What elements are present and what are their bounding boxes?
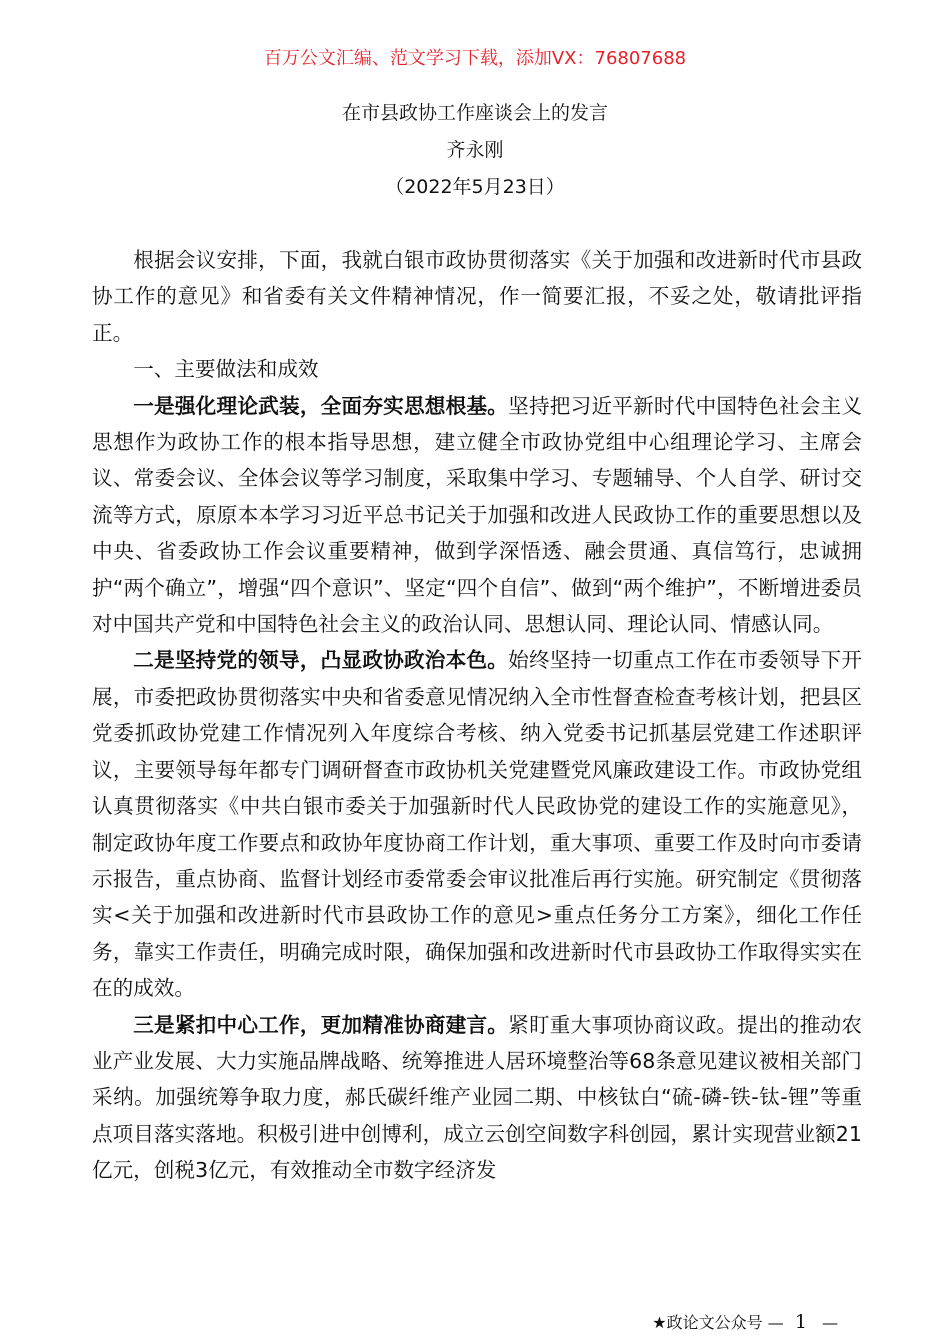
paragraph-lead: 二是坚持党的领导，凸显政协政治本色。 <box>133 648 509 673</box>
paragraph-text: 始终坚持一切重点工作在市委领导下开展，市委把政协贯彻落实中央和省委意见情况纳入全市性督查检查考核计划，把县区党委抓政协党建工作情况列入年度综合考核、纳入党委书记抓基层党建工作述职评议，主要领导每年都专门调研督查市政协机关党建暨党风廉政建设工作。市政协党组认真贯彻落实《中共白银市委关于加强新时代人民政协党的建设工作的实施意见》，制定政协年度工作要点和政协年度协商工作计划，重大事项、重要工作及时向市委请示报告，重点协商、监督计划经市委常委会审议批准后再行实施。研究制定《贯彻落实<关于加强和改进新时代市县政协工作的意见>重点任务分工方案》，细化工作任务，靠实工作责任，明确完成时限，确保加强和改进新时代市县政协工作取得实实在在的成效。 <box>92 648 862 1001</box>
page-number: 1 <box>794 1311 807 1333</box>
author-name: 齐永刚 <box>446 139 504 161</box>
body-paragraph-1 <box>92 388 862 643</box>
page-footer <box>652 1310 838 1335</box>
paragraph-lead: 三是紧扣中心工作，更加精准协商建言。 <box>133 1012 509 1037</box>
paragraph-text: 坚持把习近平新时代中国特色社会主义思想作为政协工作的根本指导思想，建立健全市政协党组中心组理论学习、主席会议、常委会议、全体会议等学习制度，采取集中学习、专题辅导、个人自学、研讨交流等方式，原原本本学习习近平总书记关于加强和改进人民政协工作的重要思想以及中央、省委政协工作会议重要精神，做到学深悟透、融会贯通、真信笃行，忠诚拥护“两个确立”，增强“四个意识”、坚定“四个自信”、做到“两个维护”，不断增进委员对中国共产党和中国特色社会主义的政治认同、思想认同、理论认同、情感认同。 <box>92 393 862 637</box>
paragraph-lead: 一是强化理论武装，全面夯实思想根基。 <box>133 393 509 418</box>
document-title: 在市县政协工作座谈会上的发言 <box>341 102 608 124</box>
section-heading-text: 一、主要做法和成效 <box>133 357 319 382</box>
footer-source: ★政论文公众号 <box>652 1313 763 1332</box>
section-heading <box>92 351 862 387</box>
speech-date: （2022年5月23日） <box>385 176 565 198</box>
document-body <box>92 242 862 1189</box>
paragraph-text: 紧盯重大事项协商议政。提出的推动农业产业发展、大力实施品牌战略、统筹推进人居环境整治等68条意见建议被相关部门采纳。加强统筹争取力度，郝氏碳纤维产业园二期、中核钛白“硫-磷-铁-钛-锂”等重点项目落实落地。积极引进中创博利，成立云创空间数字科创园，累计实现营业额21亿元，创税3亿元，有效推动全市数字经济发 <box>92 1012 862 1183</box>
footer-dash-right: — <box>822 1313 838 1332</box>
promo-banner: 百万公文汇编、范文学习下载，添加VX：76807688 <box>263 48 687 69</box>
body-paragraph-2 <box>92 642 862 1006</box>
paragraph-text: 根据会议安排，下面，我就白银市政协贯彻落实《关于加强和改进新时代市县政协工作的意见》和省委有关文件精神情况，作一简要汇报，不妥之处，敬请批评指正。 <box>92 248 862 345</box>
body-paragraph-3 <box>92 1007 862 1189</box>
intro-paragraph <box>92 242 862 351</box>
footer-dash-left: — <box>767 1313 784 1332</box>
